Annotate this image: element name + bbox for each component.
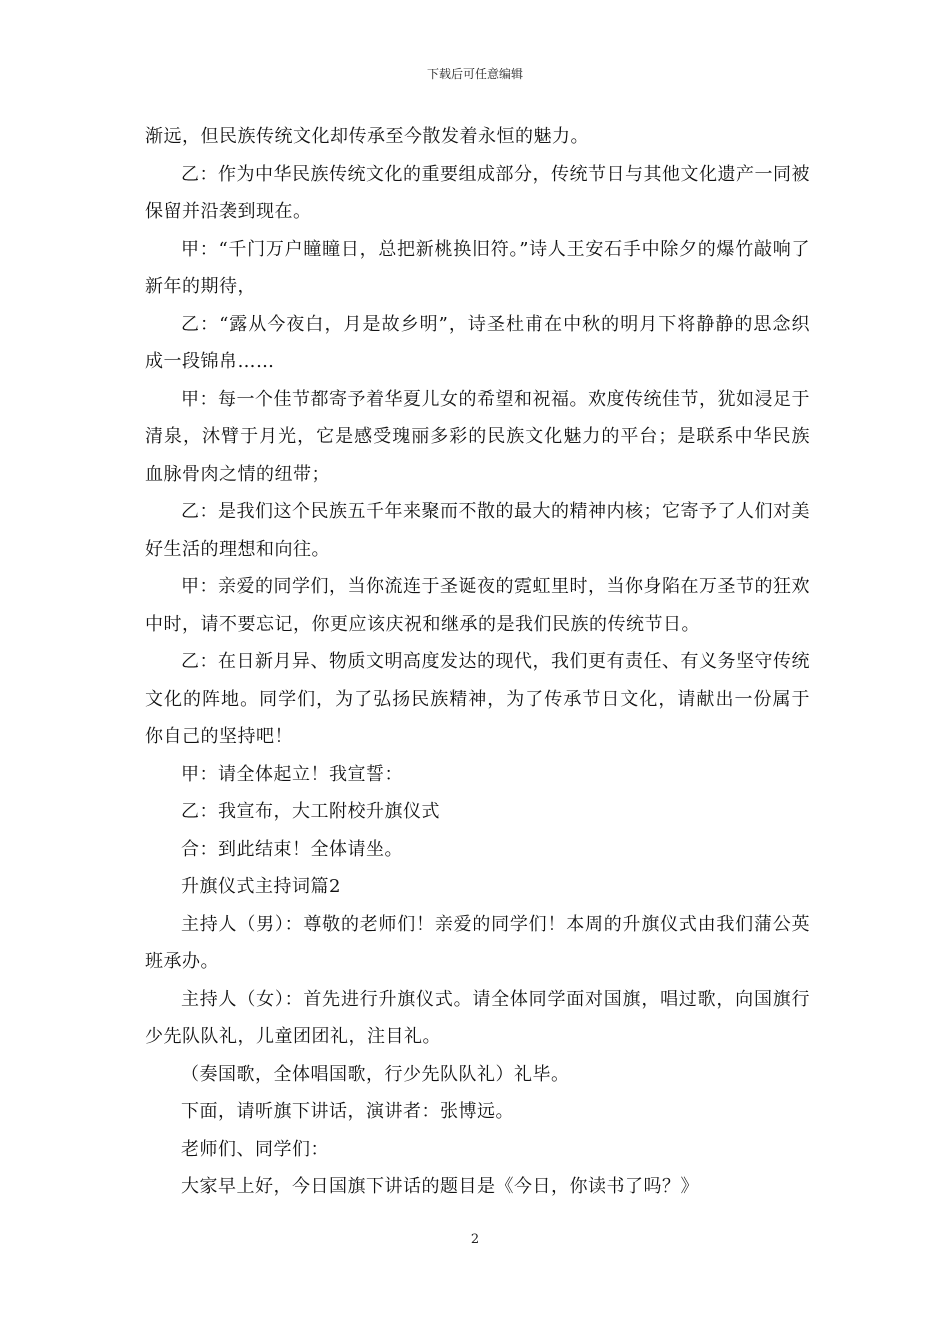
paragraph: 合：到此结束！全体请坐。 [181, 838, 403, 860]
paragraph-continuation: 渐远，但民族传统文化却传承至今散发着永恒的魅力。 [145, 126, 589, 147]
paragraph: 乙：我宣布，大工附校升旗仪式 [181, 801, 440, 822]
document-body [145, 118, 810, 1206]
paragraph: 乙：作为中华民族传统文化的重要组成部分，传统节日与其他文化遗产一同被保留并沿袭到现在。 [145, 163, 810, 222]
paragraph: 下面，请听旗下讲话，演讲者：张博远。 [181, 1101, 514, 1122]
paragraph: 甲：每一个佳节都寄予着华夏儿女的希望和祝福。欢度传统佳节，犹如浸足于清泉，沐臂于月光，它是感受瑰丽多彩的民族文化魅力的平台；是联系中华民族血脉骨肉之情的纽带； [145, 388, 810, 485]
page-header: 下载后可任意编辑 [426, 67, 523, 81]
paragraph: 甲：请全体起立！我宣誓： [181, 763, 403, 785]
paragraph: 甲：亲爱的同学们，当你流连于圣诞夜的霓虹里时，当你身陷在万圣节的狂欢中时，请不要忘记，你更应该庆祝和继承的是我们民族的传统节日。 [145, 576, 810, 635]
paragraph: 主持人（女）：首先进行升旗仪式。请全体同学面对国旗，唱过歌，向国旗行少先队队礼，儿童团团礼，注目礼。 [145, 988, 810, 1047]
section-heading: 升旗仪式主持词篇2 [181, 876, 341, 897]
paragraph: 老师们、同学们： [181, 1138, 329, 1160]
paragraph: 主持人（男）：尊敬的老师们！亲爱的同学们！本周的升旗仪式由我们蒲公英班承办。 [145, 913, 810, 972]
paragraph: 大家早上好，今日国旗下讲话的题目是《今日，你读书了吗？》 [181, 1176, 699, 1197]
paragraph: 乙：“露从今夜白，月是故乡明”，诗圣杜甫在中秋的明月下将静静的思念织成一段锦帛…… [145, 313, 810, 372]
paragraph: 乙：在日新月异、物质文明高度发达的现代，我们更有责任、有义务坚守传统文化的阵地。同学们，为了弘扬民族精神，为了传承节日文化，请献出一份属于你自己的坚持吧！ [145, 651, 810, 747]
paragraph: 乙：是我们这个民族五千年来聚而不散的最大的精神内核；它寄予了人们对美好生活的理想和向往。 [145, 501, 810, 560]
paragraph: （奏国歌，全体唱国歌，行少先队队礼）礼毕。 [181, 1063, 570, 1085]
paragraph: 甲：“千门万户瞳瞳日，总把新桃换旧符。”诗人王安石手中除夕的爆竹敲响了新年的期待， [145, 238, 810, 297]
page-number: 2 [470, 1232, 480, 1247]
